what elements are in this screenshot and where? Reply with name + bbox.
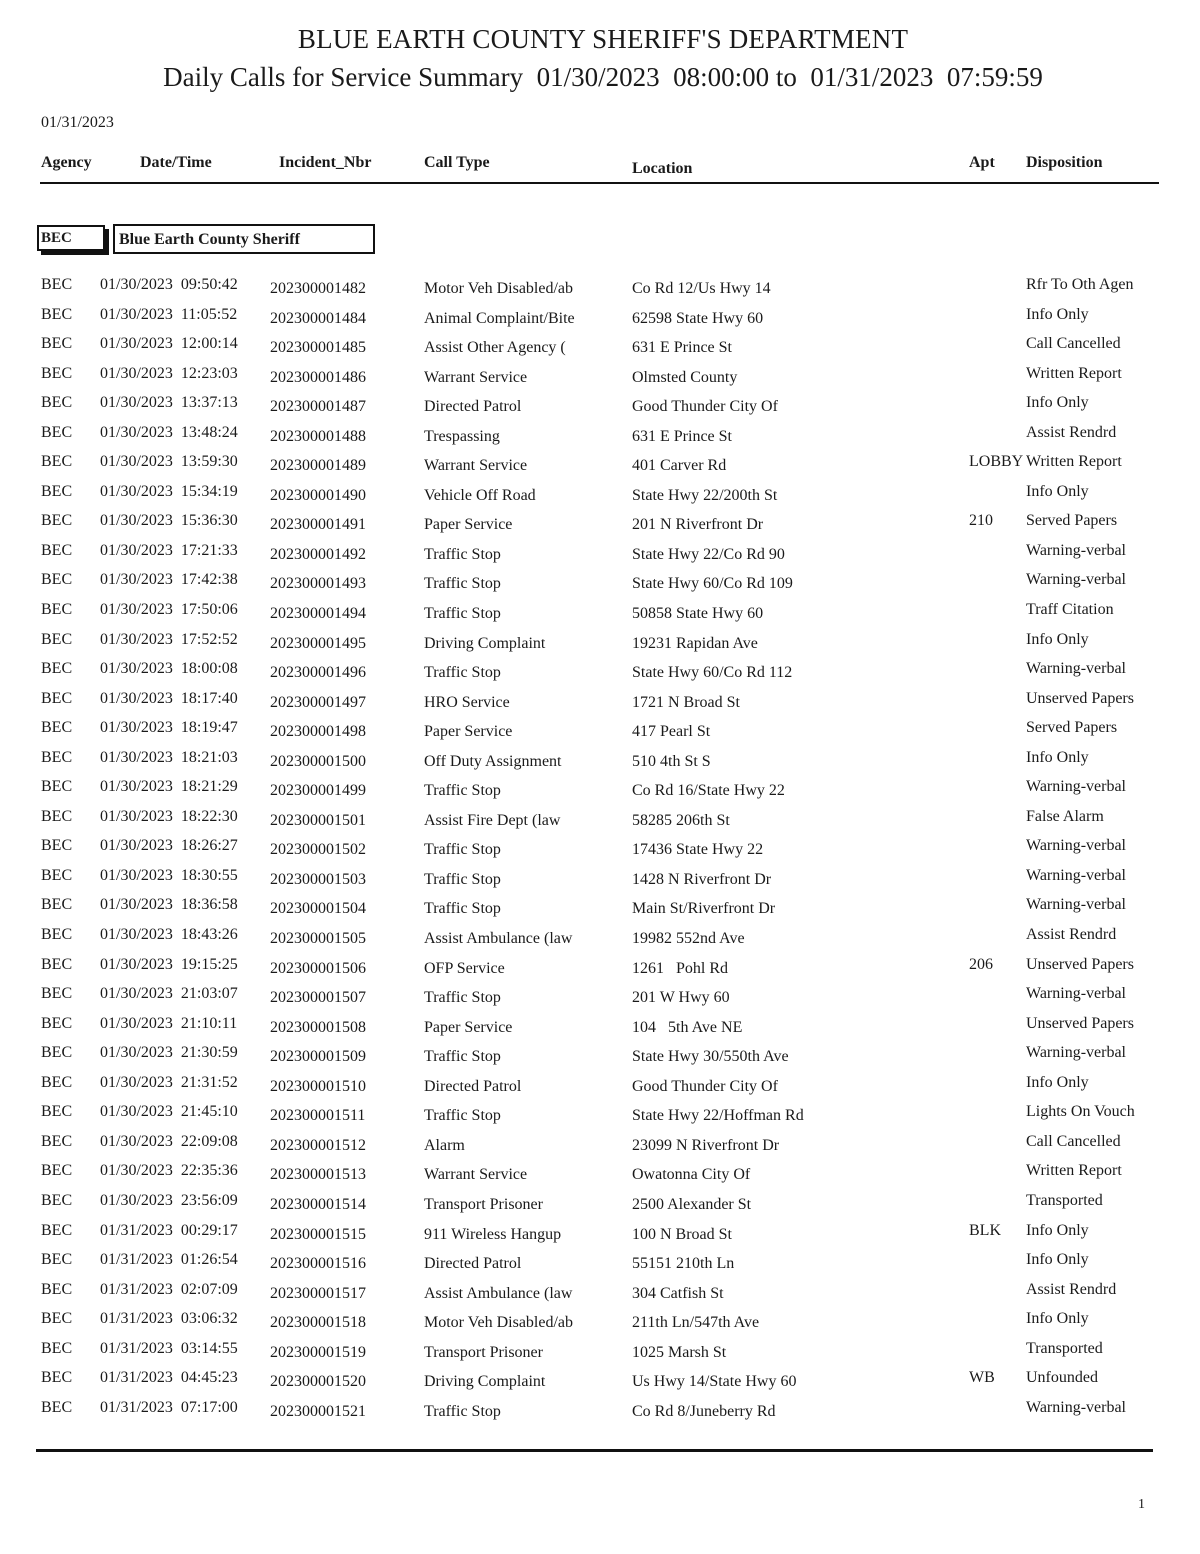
cell-call-type: Assist Ambulance (law: [424, 1284, 573, 1302]
cell-location: Co Rd 12/Us Hwy 14: [632, 280, 771, 297]
cell-location: State Hwy 60/Co Rd 112: [632, 664, 793, 682]
cell-disposition: False Alarm: [1026, 807, 1104, 825]
cell-location: Olmsted County: [632, 368, 738, 386]
cell-apt: LOBBY: [969, 453, 1024, 471]
table-row: [0, 451, 1200, 481]
cell-datetime: 01/31/2023 01:26:54: [100, 1251, 238, 1269]
cell-datetime: 01/30/2023 22:09:08: [100, 1132, 238, 1150]
cell-agency: BEC: [41, 394, 73, 412]
cell-agency: BEC: [41, 601, 73, 619]
cell-disposition: Written Report: [1026, 1162, 1122, 1180]
column-header-incident: Incident_Nbr: [279, 154, 372, 171]
cell-call-type: Driving Complaint: [424, 1373, 546, 1391]
cell-disposition: Traff Citation: [1026, 601, 1114, 619]
table-row: [0, 392, 1200, 422]
cell-datetime: 01/30/2023 21:30:59: [100, 1044, 238, 1062]
cell-datetime: 01/30/2023 11:05:52: [100, 305, 238, 323]
cell-datetime: 01/30/2023 12:23:03: [100, 364, 238, 382]
cell-agency: BEC: [41, 896, 73, 914]
cell-location: Main St/Riverfront Dr: [632, 900, 776, 918]
cell-disposition: Written Report: [1026, 364, 1122, 382]
cell-disposition: Transported: [1026, 1339, 1103, 1357]
cell-datetime: 01/30/2023 19:15:25: [100, 955, 238, 973]
cell-call-type: Paper Service: [424, 1018, 513, 1036]
cell-disposition: Assist Rendrd: [1026, 423, 1117, 441]
cell-datetime: 01/30/2023 18:26:27: [100, 837, 238, 855]
cell-disposition: Rfr To Oth Agen: [1026, 276, 1134, 293]
cell-call-type: Warrant Service: [424, 457, 528, 475]
cell-incident-number: 202300001495: [270, 634, 366, 652]
cell-call-type: Directed Patrol: [424, 1255, 522, 1273]
cell-call-type: Assist Fire Dept (law: [424, 811, 561, 829]
cell-location: 510 4th St S: [632, 752, 711, 770]
cell-call-type: Directed Patrol: [424, 1077, 522, 1095]
table-row: [0, 1190, 1200, 1220]
cell-call-type: Alarm: [424, 1136, 465, 1154]
cell-agency: BEC: [41, 926, 73, 944]
cell-call-type: Traffic Stop: [424, 989, 501, 1007]
cell-disposition: Unserved Papers: [1026, 955, 1134, 973]
cell-incident-number: 202300001497: [270, 693, 366, 711]
cell-datetime: 01/30/2023 13:37:13: [100, 394, 238, 412]
cell-agency: BEC: [41, 689, 73, 707]
cell-datetime: 01/30/2023 13:59:30: [100, 453, 238, 471]
cell-incident-number: 202300001515: [270, 1225, 366, 1243]
cell-incident-number: 202300001506: [270, 959, 366, 977]
cell-agency: BEC: [41, 1103, 73, 1121]
cell-agency: BEC: [41, 1191, 73, 1209]
cell-incident-number: 202300001521: [270, 1402, 366, 1420]
header-divider: [40, 182, 1159, 184]
cell-location: Owatonna City Of: [632, 1166, 751, 1184]
cell-datetime: 01/30/2023 18:30:55: [100, 866, 238, 884]
cell-call-type: Traffic Stop: [424, 1048, 501, 1066]
cell-incident-number: 202300001504: [270, 900, 366, 918]
cell-call-type: Warrant Service: [424, 1166, 528, 1184]
cell-agency: BEC: [41, 748, 73, 766]
cell-location: State Hwy 22/Hoffman Rd: [632, 1107, 804, 1125]
cell-disposition: Transported: [1026, 1191, 1103, 1209]
agency-code-box: BEC: [37, 225, 105, 251]
cell-disposition: Info Only: [1026, 1221, 1089, 1239]
cell-datetime: 01/30/2023 13:48:24: [100, 423, 238, 441]
cell-disposition: Unfounded: [1026, 1369, 1098, 1387]
cell-call-type: Assist Other Agency (: [424, 339, 566, 357]
cell-incident-number: 202300001499: [270, 782, 366, 800]
table-row: [0, 924, 1200, 954]
cell-disposition: Info Only: [1026, 1251, 1089, 1269]
table-row: [0, 806, 1200, 836]
cell-incident-number: 202300001509: [270, 1048, 366, 1066]
cell-agency: BEC: [41, 364, 73, 382]
cell-agency: BEC: [41, 571, 73, 589]
cell-location: 55151 210th Ln: [632, 1255, 735, 1273]
column-header-apt: Apt: [969, 154, 995, 171]
cell-call-type: Traffic Stop: [424, 545, 501, 563]
cell-call-type: Trespassing: [424, 427, 500, 445]
cell-incident-number: 202300001502: [270, 841, 366, 859]
table-row: [0, 747, 1200, 777]
cell-datetime: 01/30/2023 21:10:11: [100, 1014, 238, 1032]
cell-call-type: Motor Veh Disabled/ab: [424, 280, 574, 297]
table-row: [0, 1042, 1200, 1072]
cell-incident-number: 202300001493: [270, 575, 366, 593]
cell-incident-number: 202300001510: [270, 1077, 366, 1095]
cell-call-type: HRO Service: [424, 693, 510, 711]
table-row: [0, 599, 1200, 629]
cell-incident-number: 202300001519: [270, 1343, 366, 1361]
cell-location: 1261 Pohl Rd: [632, 959, 729, 977]
table-row: [0, 1338, 1200, 1368]
cell-disposition: Unserved Papers: [1026, 689, 1134, 707]
cell-incident-number: 202300001514: [270, 1195, 366, 1213]
cell-disposition: Info Only: [1026, 630, 1089, 648]
cell-incident-number: 202300001484: [270, 309, 366, 327]
cell-disposition: Info Only: [1026, 1073, 1089, 1091]
cell-agency: BEC: [41, 837, 73, 855]
cell-incident-number: 202300001486: [270, 368, 366, 386]
cell-disposition: Warning-verbal: [1026, 985, 1126, 1003]
cell-location: Good Thunder City Of: [632, 398, 778, 416]
table-row: [0, 658, 1200, 688]
cell-incident-number: 202300001498: [270, 723, 366, 741]
cell-incident-number: 202300001482: [270, 280, 366, 297]
cell-disposition: Warning-verbal: [1026, 837, 1126, 855]
table-row: [0, 1367, 1200, 1397]
cell-incident-number: 202300001517: [270, 1284, 366, 1302]
table-row: [0, 1279, 1200, 1309]
cell-location: Co Rd 16/State Hwy 22: [632, 782, 785, 800]
cell-agency: BEC: [41, 1044, 73, 1062]
table-row: [0, 1013, 1200, 1043]
table-row: [0, 481, 1200, 511]
cell-incident-number: 202300001491: [270, 516, 366, 534]
cell-call-type: Transport Prisoner: [424, 1343, 543, 1361]
print-date: 01/31/2023: [41, 114, 114, 131]
cell-datetime: 01/30/2023 21:31:52: [100, 1073, 238, 1091]
cell-datetime: 01/30/2023 18:19:47: [100, 719, 238, 737]
cell-datetime: 01/30/2023 17:21:33: [100, 541, 238, 559]
cell-disposition: Warning-verbal: [1026, 571, 1126, 589]
cell-call-type: Traffic Stop: [424, 1402, 501, 1420]
table-row: [0, 363, 1200, 393]
cell-agency: BEC: [41, 955, 73, 973]
cell-location: State Hwy 30/550th Ave: [632, 1048, 789, 1066]
cell-datetime: 01/31/2023 07:17:00: [100, 1398, 238, 1416]
cell-location: 631 E Prince St: [632, 427, 732, 445]
cell-disposition: Warning-verbal: [1026, 896, 1126, 914]
cell-datetime: 01/31/2023 02:07:09: [100, 1280, 238, 1298]
cell-disposition: Warning-verbal: [1026, 660, 1126, 678]
table-row: [0, 1160, 1200, 1190]
cell-datetime: 01/30/2023 18:36:58: [100, 896, 238, 914]
cell-call-type: Traffic Stop: [424, 605, 501, 623]
cell-agency: BEC: [41, 512, 73, 530]
footer-divider: [36, 1449, 1153, 1452]
cell-call-type: Directed Patrol: [424, 398, 522, 416]
cell-datetime: 01/31/2023 03:06:32: [100, 1310, 238, 1328]
cell-incident-number: 202300001511: [270, 1107, 366, 1125]
cell-call-type: Traffic Stop: [424, 1107, 501, 1125]
table-row: [0, 1249, 1200, 1279]
cell-incident-number: 202300001516: [270, 1255, 366, 1273]
cell-agency: BEC: [41, 1251, 73, 1269]
cell-location: 211th Ln/547th Ave: [632, 1314, 760, 1332]
column-header-disposition: Disposition: [1026, 154, 1103, 171]
cell-incident-number: 202300001518: [270, 1314, 366, 1332]
column-header-agency: Agency: [41, 154, 92, 171]
cell-datetime: 01/30/2023 09:50:42: [100, 276, 238, 293]
column-header-datetime: Date/Time: [140, 154, 212, 171]
cell-call-type: Traffic Stop: [424, 782, 501, 800]
cell-agency: BEC: [41, 660, 73, 678]
cell-datetime: 01/31/2023 03:14:55: [100, 1339, 238, 1357]
cell-location: 1721 N Broad St: [632, 693, 740, 711]
agency-name-box: Blue Earth County Sheriff: [113, 224, 375, 254]
cell-agency: BEC: [41, 1280, 73, 1298]
cell-incident-number: 202300001505: [270, 930, 366, 948]
cell-location: 1025 Marsh St: [632, 1343, 727, 1361]
cell-apt: 210: [969, 512, 993, 530]
cell-agency: BEC: [41, 541, 73, 559]
cell-agency: BEC: [41, 866, 73, 884]
page-number: 1: [1138, 1497, 1145, 1512]
cell-incident-number: 202300001520: [270, 1373, 366, 1391]
cell-agency: BEC: [41, 807, 73, 825]
cell-datetime: 01/30/2023 23:56:09: [100, 1191, 238, 1209]
cell-disposition: Warning-verbal: [1026, 866, 1126, 884]
cell-call-type: OFP Service: [424, 959, 505, 977]
cell-call-type: 911 Wireless Hangup: [424, 1225, 562, 1243]
cell-datetime: 01/30/2023 15:36:30: [100, 512, 238, 530]
cell-call-type: Traffic Stop: [424, 841, 501, 859]
cell-datetime: 01/30/2023 18:22:30: [100, 807, 238, 825]
cell-disposition: Warning-verbal: [1026, 541, 1126, 559]
cell-datetime: 01/30/2023 18:43:26: [100, 926, 238, 944]
cell-datetime: 01/30/2023 22:35:36: [100, 1162, 238, 1180]
cell-disposition: Warning-verbal: [1026, 1044, 1126, 1062]
cell-disposition: Unserved Papers: [1026, 1014, 1134, 1032]
cell-location: 23099 N Riverfront Dr: [632, 1136, 780, 1154]
cell-location: State Hwy 22/Co Rd 90: [632, 545, 785, 563]
cell-datetime: 01/30/2023 18:00:08: [100, 660, 238, 678]
table-row: [0, 865, 1200, 895]
cell-agency: BEC: [41, 423, 73, 441]
cell-agency: BEC: [41, 1339, 73, 1357]
cell-disposition: Written Report: [1026, 453, 1122, 471]
cell-disposition: Warning-verbal: [1026, 778, 1126, 796]
cell-incident-number: 202300001513: [270, 1166, 366, 1184]
cell-location: 2500 Alexander St: [632, 1195, 752, 1213]
cell-agency: BEC: [41, 482, 73, 500]
cell-agency: BEC: [41, 1014, 73, 1032]
cell-agency: BEC: [41, 1310, 73, 1328]
cell-location: 201 W Hwy 60: [632, 989, 730, 1007]
cell-agency: BEC: [41, 305, 73, 323]
cell-agency: BEC: [41, 719, 73, 737]
cell-location: Good Thunder City Of: [632, 1077, 778, 1095]
cell-datetime: 01/30/2023 21:03:07: [100, 985, 238, 1003]
cell-call-type: Traffic Stop: [424, 664, 501, 682]
cell-call-type: Traffic Stop: [424, 870, 501, 888]
table-row: [0, 983, 1200, 1013]
cell-incident-number: 202300001503: [270, 870, 366, 888]
cell-disposition: Info Only: [1026, 748, 1089, 766]
cell-call-type: Traffic Stop: [424, 575, 501, 593]
table-row: [0, 835, 1200, 865]
cell-location: 58285 206th St: [632, 811, 730, 829]
cell-incident-number: 202300001492: [270, 545, 366, 563]
cell-disposition: Served Papers: [1026, 512, 1118, 530]
cell-agency: BEC: [41, 1073, 73, 1091]
cell-disposition: Info Only: [1026, 1310, 1089, 1328]
cell-apt: WB: [969, 1369, 995, 1387]
cell-location: 62598 State Hwy 60: [632, 309, 764, 327]
cell-incident-number: 202300001507: [270, 989, 366, 1007]
cell-location: 19982 552nd Ave: [632, 930, 745, 948]
column-header-call-type: Call Type: [424, 154, 490, 171]
cell-location: Us Hwy 14/State Hwy 60: [632, 1373, 797, 1391]
cell-agency: BEC: [41, 1369, 73, 1387]
table-row: [0, 1220, 1200, 1250]
cell-disposition: Assist Rendrd: [1026, 926, 1117, 944]
cell-call-type: Assist Ambulance (law: [424, 930, 573, 948]
calls-table: [0, 274, 1200, 1426]
cell-datetime: 01/30/2023 18:17:40: [100, 689, 238, 707]
table-row: [0, 688, 1200, 718]
cell-incident-number: 202300001487: [270, 398, 366, 416]
cell-location: 17436 State Hwy 22: [632, 841, 764, 859]
table-row: [0, 510, 1200, 540]
cell-location: State Hwy 22/200th St: [632, 486, 778, 504]
cell-incident-number: 202300001490: [270, 486, 366, 504]
cell-disposition: Info Only: [1026, 482, 1089, 500]
cell-apt: 206: [969, 955, 993, 973]
cell-datetime: 01/30/2023 17:42:38: [100, 571, 238, 589]
cell-apt: BLK: [969, 1221, 1001, 1239]
cell-agency: BEC: [41, 1221, 73, 1239]
table-row: [0, 1072, 1200, 1102]
cell-location: 201 N Riverfront Dr: [632, 516, 764, 534]
cell-disposition: Info Only: [1026, 305, 1089, 323]
cell-datetime: 01/31/2023 00:29:17: [100, 1221, 238, 1239]
cell-incident-number: 202300001489: [270, 457, 366, 475]
cell-agency: BEC: [41, 1398, 73, 1416]
cell-datetime: 01/31/2023 04:45:23: [100, 1369, 238, 1387]
cell-incident-number: 202300001508: [270, 1018, 366, 1036]
cell-call-type: Animal Complaint/Bite: [424, 309, 575, 327]
cell-agency: BEC: [41, 335, 73, 353]
cell-call-type: Driving Complaint: [424, 634, 546, 652]
cell-datetime: 01/30/2023 18:21:29: [100, 778, 238, 796]
cell-location: 631 E Prince St: [632, 339, 732, 357]
cell-agency: BEC: [41, 1132, 73, 1150]
table-row: [0, 717, 1200, 747]
cell-incident-number: 202300001512: [270, 1136, 366, 1154]
cell-datetime: 01/30/2023 12:00:14: [100, 335, 238, 353]
table-row: [0, 776, 1200, 806]
cell-agency: BEC: [41, 276, 73, 293]
cell-disposition: Info Only: [1026, 394, 1089, 412]
cell-incident-number: 202300001485: [270, 339, 366, 357]
cell-location: State Hwy 60/Co Rd 109: [632, 575, 793, 593]
cell-call-type: Traffic Stop: [424, 900, 501, 918]
table-row: [0, 540, 1200, 570]
table-row: [0, 894, 1200, 924]
cell-location: 100 N Broad St: [632, 1225, 732, 1243]
cell-datetime: 01/30/2023 17:50:06: [100, 601, 238, 619]
cell-location: 104 5th Ave NE: [632, 1018, 743, 1036]
cell-datetime: 01/30/2023 21:45:10: [100, 1103, 238, 1121]
table-row: [0, 422, 1200, 452]
cell-location: Co Rd 8/Juneberry Rd: [632, 1402, 776, 1420]
table-row: [0, 1308, 1200, 1338]
table-row: [0, 569, 1200, 599]
cell-call-type: Paper Service: [424, 723, 513, 741]
cell-call-type: Motor Veh Disabled/ab: [424, 1314, 574, 1332]
table-row: [0, 954, 1200, 984]
cell-agency: BEC: [41, 778, 73, 796]
cell-agency: BEC: [41, 1162, 73, 1180]
cell-incident-number: 202300001494: [270, 605, 366, 623]
cell-call-type: Transport Prisoner: [424, 1195, 543, 1213]
cell-incident-number: 202300001496: [270, 664, 366, 682]
table-row: [0, 304, 1200, 334]
table-row: [0, 333, 1200, 363]
cell-location: 1428 N Riverfront Dr: [632, 870, 772, 888]
cell-datetime: 01/30/2023 17:52:52: [100, 630, 238, 648]
cell-datetime: 01/30/2023 18:21:03: [100, 748, 238, 766]
cell-agency: BEC: [41, 985, 73, 1003]
cell-disposition: Served Papers: [1026, 719, 1118, 737]
cell-disposition: Warning-verbal: [1026, 1398, 1126, 1416]
cell-agency: BEC: [41, 630, 73, 648]
table-row: [0, 274, 1200, 304]
cell-disposition: Call Cancelled: [1026, 1132, 1121, 1150]
cell-disposition: Call Cancelled: [1026, 335, 1121, 353]
cell-location: 401 Carver Rd: [632, 457, 727, 475]
cell-disposition: Lights On Vouch: [1026, 1103, 1135, 1121]
cell-disposition: Assist Rendrd: [1026, 1280, 1117, 1298]
cell-incident-number: 202300001501: [270, 811, 366, 829]
cell-location: 19231 Rapidan Ave: [632, 634, 758, 652]
cell-call-type: Vehicle Off Road: [424, 486, 536, 504]
cell-incident-number: 202300001500: [270, 752, 366, 770]
table-row: [0, 629, 1200, 659]
cell-location: 417 Pearl St: [632, 723, 711, 741]
cell-call-type: Paper Service: [424, 516, 513, 534]
report-subtitle: Daily Calls for Service Summary 01/30/2023 08:00:00 to 01/31/2023 07:59:59: [163, 62, 1043, 92]
report-title: BLUE EARTH COUNTY SHERIFF'S DEPARTMENT: [297, 24, 909, 54]
cell-datetime: 01/30/2023 15:34:19: [100, 482, 238, 500]
table-row: [0, 1397, 1200, 1427]
cell-location: 304 Catfish St: [632, 1284, 724, 1302]
column-header-location: Location: [632, 160, 693, 177]
table-row: [0, 1101, 1200, 1131]
cell-call-type: Warrant Service: [424, 368, 528, 386]
cell-incident-number: 202300001488: [270, 427, 366, 445]
cell-location: 50858 State Hwy 60: [632, 605, 764, 623]
cell-call-type: Off Duty Assignment: [424, 752, 562, 770]
table-row: [0, 1131, 1200, 1161]
cell-agency: BEC: [41, 453, 73, 471]
